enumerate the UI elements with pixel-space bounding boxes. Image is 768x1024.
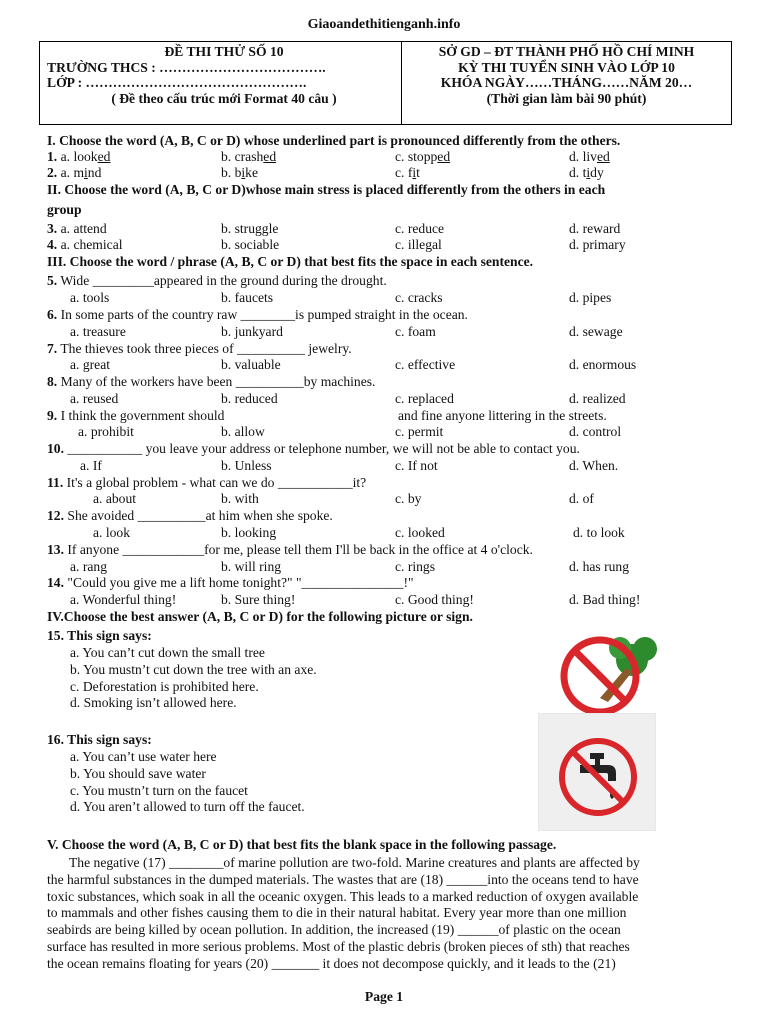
q10-stem: 10. ___________ you leave your address or telephone number, we will not be able to contact you. xyxy=(47,441,580,456)
q3-number: 3. xyxy=(47,221,58,236)
header-right xyxy=(402,42,731,124)
q3-option-a: a. attend xyxy=(60,221,107,236)
q15-option-a: a. You can’t cut down the small tree xyxy=(70,645,265,660)
section-2-heading: II. Choose the word (A, B, C or D)whose main stress is placed differently from the others in each xyxy=(47,182,606,197)
exam-header xyxy=(39,41,732,125)
q4-option-c: c. illegal xyxy=(395,237,442,252)
section-3-heading: III. Choose the word / phrase (A, B, C or D) that best fits the space in each sentence. xyxy=(47,254,534,269)
passage-line: surface has resulted in more serious problems. Most of the plastic debris (broken pieces of sth) that reaches xyxy=(47,938,630,954)
q6-option-b: b. junkyard xyxy=(221,324,283,339)
q3-option-d: d. reward xyxy=(569,221,621,236)
section-5-heading: V. Choose the word (A, B, C or D) that best fits the blank space in the following passage. xyxy=(47,837,557,852)
q8-option-c: c. replaced xyxy=(395,391,454,406)
q13-options xyxy=(0,559,768,575)
q6-option-a: a. treasure xyxy=(70,324,126,339)
passage-line: toxic substances, which soak in all the oceanic oxygen. This leads to a marked reduction of oxygen available xyxy=(47,888,639,904)
q10-options xyxy=(0,458,768,474)
passage-line: to mammals and other fishes causing them to die in their natural habitat. Every year more than one million xyxy=(47,905,627,921)
q16-option-d: d. You aren’t allowed to turn off the faucet. xyxy=(70,799,305,814)
q3-option-c: c. reduce xyxy=(395,221,445,236)
q5-option-a: a. tools xyxy=(70,290,110,305)
q10-option-c: c. If not xyxy=(395,458,438,473)
q2-number: 2. xyxy=(47,165,58,180)
q5-stem: 5. Wide _________appeared in the ground during the drought. xyxy=(47,273,387,288)
question-4 xyxy=(0,237,768,253)
q8-stem: 8. Many of the workers have been __________by machines. xyxy=(47,374,376,389)
q4-option-d: d. primary xyxy=(569,237,626,252)
q14-options xyxy=(0,592,768,608)
q6-option-d: d. sewage xyxy=(569,324,623,339)
question-3 xyxy=(0,221,768,237)
section-1-heading: I. Choose the word (A, B, C or D) whose underlined part is pronounced differently from the others. xyxy=(47,133,621,148)
q9-option-b: b. allow xyxy=(221,424,265,439)
q1-option-d: d. lived xyxy=(569,149,610,164)
q7-option-c: c. effective xyxy=(395,357,456,372)
q16-option-c: c. You mustn’t turn on the faucet xyxy=(70,783,248,798)
q13-option-a: a. rang xyxy=(70,559,107,574)
q11-option-c: c. by xyxy=(395,491,422,506)
question-2 xyxy=(0,165,768,181)
q4-number: 4. xyxy=(47,237,58,252)
passage-line: seabirds are being killed by ocean pollution. In addition, the increased (19) ______of plastic on the ocean xyxy=(47,922,621,938)
q1-option-b: b. crashed xyxy=(221,149,277,164)
format-note: ( Đề theo cấu trúc mới Format 40 câu ) xyxy=(111,90,337,106)
q14-option-a: a. Wonderful thing! xyxy=(70,592,177,607)
q12-stem: 12. She avoided __________at him when she spoke. xyxy=(47,508,333,523)
no-tree-cutting-sign xyxy=(556,632,664,716)
q5-option-b: b. faucets xyxy=(221,290,274,305)
q8-option-d: d. realized xyxy=(569,391,626,406)
q8-option-a: a. reused xyxy=(70,391,119,406)
q7-stem: 7. The thieves took three pieces of __________ jewelry. xyxy=(47,341,352,356)
q6-options xyxy=(0,324,768,340)
q16-option-b: b. You should save water xyxy=(70,766,206,781)
q13-stem: 13. If anyone ____________for me, please tell them I'll be back in the office at 4 o'clock. xyxy=(47,542,533,557)
q15-title: 15. This sign says: xyxy=(47,628,152,643)
q9-option-a: a. prohibit xyxy=(78,424,134,439)
q2-option-d: d. tidy xyxy=(569,165,604,180)
q11-option-d: d. of xyxy=(569,491,594,506)
q4-option-a: a. chemical xyxy=(60,237,123,252)
q5-option-c: c. cracks xyxy=(395,290,443,305)
exam-date: KHÓA NGÀY……THÁNG……NĂM 20… xyxy=(440,75,693,90)
q6-stem: 6. In some parts of the country raw ________is pumped straight in the ocean. xyxy=(47,307,468,322)
exam-duration: (Thời gian làm bài 90 phút) xyxy=(486,90,647,106)
q7-option-d: d. enormous xyxy=(569,357,637,372)
exam-title: ĐỀ THI THỬ SỐ 10 xyxy=(164,44,284,59)
q15-option-c: c. Deforestation is prohibited here. xyxy=(70,679,259,694)
q12-option-a: a. look xyxy=(93,525,130,540)
site-name: Giaoandethitienganh.info xyxy=(307,17,461,32)
q4-option-b: b. sociable xyxy=(221,237,280,252)
q2-option-c: c. fit xyxy=(395,165,420,180)
q1-option-a: a. looked xyxy=(60,149,111,164)
q13-option-b: b. will ring xyxy=(221,559,282,574)
q10-option-b: b. Unless xyxy=(221,458,272,473)
q11-option-a: a. about xyxy=(93,491,137,506)
passage-line: the harmful substances in the dumped materials. The wastes that are (18) ______into the oceans tend to have xyxy=(47,871,639,887)
q14-option-d: d. Bad thing! xyxy=(569,592,641,607)
q14-option-c: c. Good thing! xyxy=(395,592,474,607)
q7-option-a: a. great xyxy=(70,357,110,372)
q14-stem: 14. "Could you give me a lift home tonight?" "_______________!" xyxy=(47,575,414,590)
school-field: TRƯỜNG THCS : ………………………………. xyxy=(47,59,326,75)
q3-option-b: b. struggle xyxy=(221,221,279,236)
q2-option-b: b. bike xyxy=(221,165,259,180)
q1-number: 1. xyxy=(47,149,58,164)
q11-option-b: b. with xyxy=(221,491,259,506)
q7-option-b: b. valuable xyxy=(221,357,281,372)
q9-option-d: d. control xyxy=(569,424,622,439)
q10-option-d: d. When. xyxy=(569,458,619,473)
q8-option-b: b. reduced xyxy=(221,391,278,406)
q10-option-a: a. If xyxy=(80,458,102,473)
q6-option-c: c. foam xyxy=(395,324,436,339)
q8-options xyxy=(0,391,768,407)
department: SỞ GD – ĐT THÀNH PHỐ HỒ CHÍ MINH xyxy=(438,44,695,59)
q13-option-d: d. has rung xyxy=(569,559,630,574)
passage xyxy=(47,855,725,973)
no-faucet-sign xyxy=(538,713,656,831)
q12-option-b: b. looking xyxy=(221,525,277,540)
section-2-heading-cont: group xyxy=(47,202,82,217)
question-1 xyxy=(0,149,768,165)
q7-options xyxy=(0,357,768,373)
q1-option-c: c. stopped xyxy=(395,149,451,164)
q15-option-b: b. You mustn’t cut down the tree with an axe. xyxy=(70,662,317,677)
q5-option-d: d. pipes xyxy=(569,290,612,305)
q9-options xyxy=(0,424,768,440)
q11-stem: 11. It's a global problem - what can we do ___________it? xyxy=(47,475,367,490)
q12-options xyxy=(0,525,768,541)
q12-option-d: d. to look xyxy=(573,525,625,540)
q12-option-c: c. looked xyxy=(395,525,445,540)
q15-option-d: d. Smoking isn’t allowed here. xyxy=(70,695,237,710)
q16-title: 16. This sign says: xyxy=(47,732,152,747)
page-number: Page 1 xyxy=(364,989,404,1004)
exam-name: KỲ THI TUYỂN SINH VÀO LỚP 10 xyxy=(458,59,675,75)
header-left xyxy=(40,42,402,124)
q16-option-a: a. You can’t use water here xyxy=(70,749,217,764)
q9-stem: 9. I think the government should and fine anyone littering in the streets. xyxy=(47,408,607,423)
passage-line: The negative (17) ________of marine pollution are two-fold. Marine creatures and plants are affected by xyxy=(69,855,640,870)
q14-option-b: b. Sure thing! xyxy=(221,592,296,607)
q9-option-c: c. permit xyxy=(395,424,444,439)
q11-options xyxy=(0,491,768,507)
section-4-heading: IV.Choose the best answer (A, B, C or D) for the following picture or sign. xyxy=(47,609,473,624)
q5-options xyxy=(0,290,768,306)
class-field: LỚP : …………………………………………. xyxy=(47,75,307,90)
passage-line: the ocean remains floating for years (20) _______ it does not decompose quickly, and it leads to the (21) xyxy=(47,955,616,971)
q2-option-a: a. mind xyxy=(60,165,102,180)
q13-option-c: c. rings xyxy=(395,559,436,574)
